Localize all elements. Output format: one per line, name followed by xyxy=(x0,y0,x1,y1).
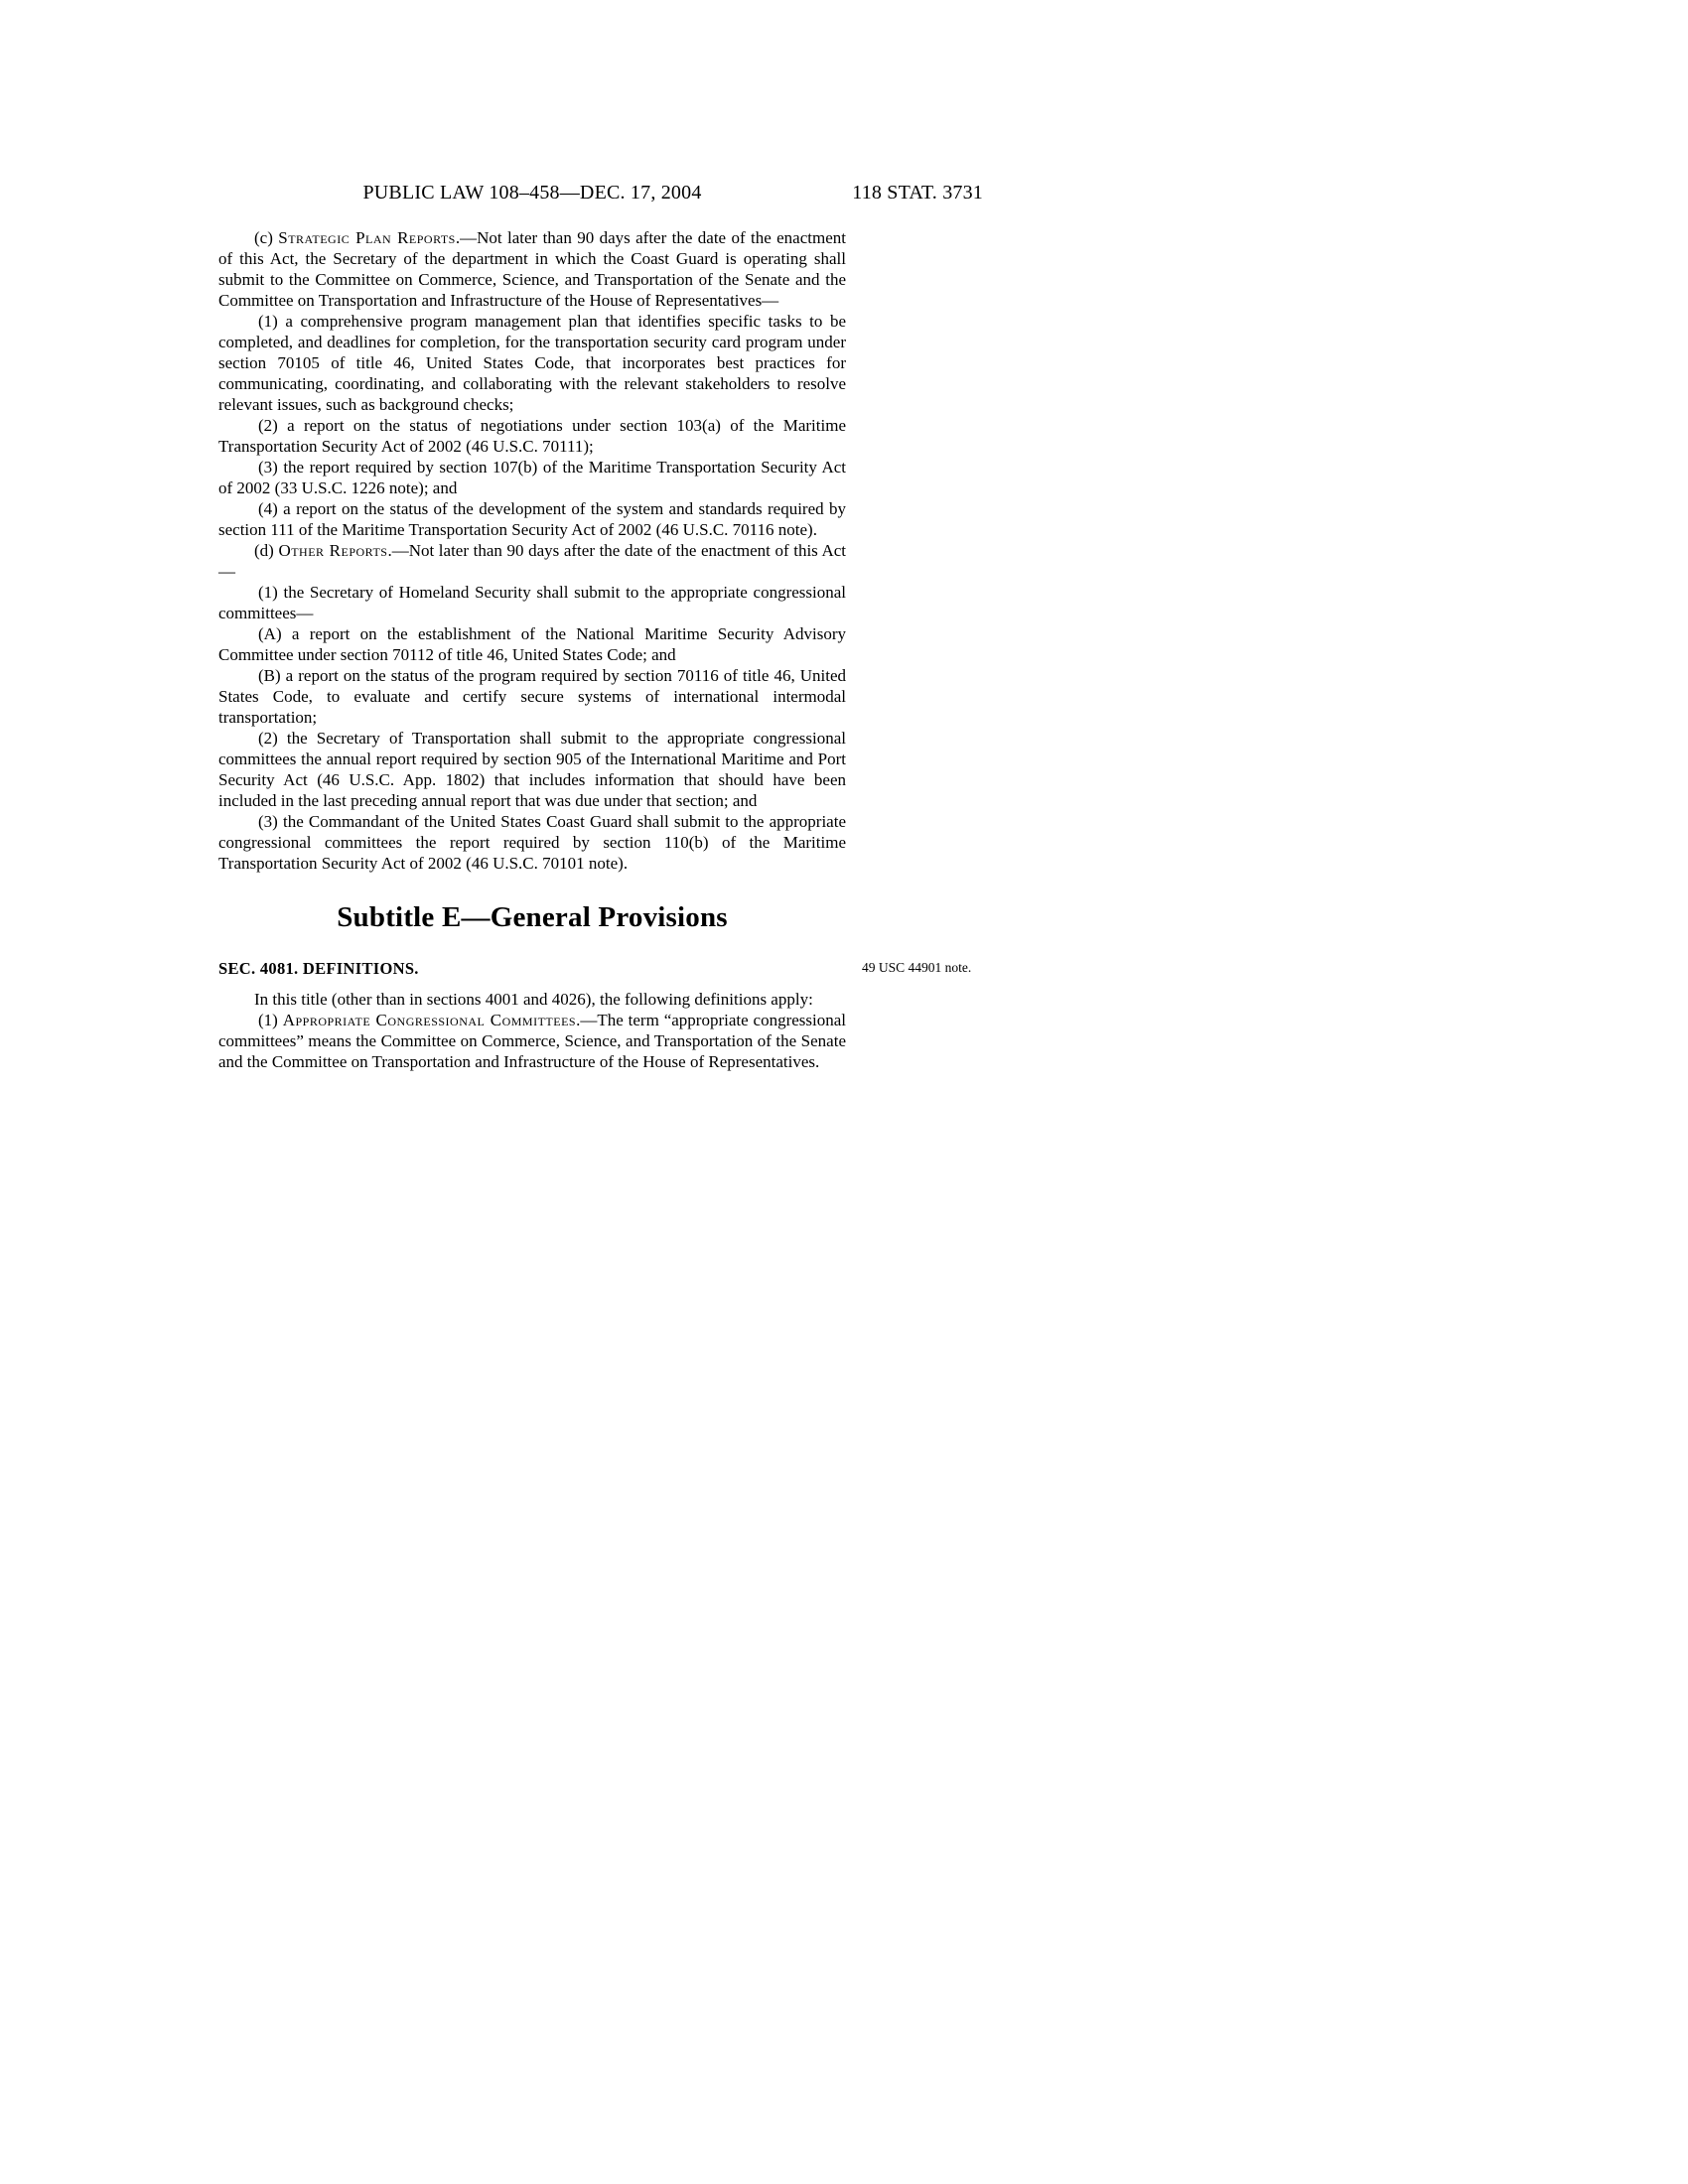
text-run: (A) a report on the establishment of the National Maritime Security Advisory Committee under section 70112 of title 46, United States Code; and xyxy=(218,624,846,664)
text-run: (1) a comprehensive program management plan that identifies specific tasks to be completed, and deadlines for completion, for the transportation security card program under section 70105 of title 46, United States Code, that incorporates best practices for communicating, coordinating, and collaborating with the relevant stakeholders to resolve relevant issues, such as background checks; xyxy=(218,312,846,414)
statute-paragraph xyxy=(218,623,846,665)
statute-paragraph xyxy=(218,415,846,457)
statute-body xyxy=(218,227,972,1072)
text-run: (1) xyxy=(258,1011,283,1029)
section-heading xyxy=(218,959,419,978)
text-run: (d) xyxy=(254,541,279,560)
statute-paragraph xyxy=(218,498,846,540)
text-run: (1) the Secretary of Homeland Security shall submit to the appropriate congressional committees— xyxy=(218,583,846,622)
text-run: (2) a report on the status of negotiations under section 103(a) of the Maritime Transportation Security Act of 2002 (46 U.S.C. 70111); xyxy=(218,416,846,456)
text-run: (3) the Commandant of the United States Coast Guard shall submit to the appropriate congressional committees the report required by section 110(b) of the Maritime Transportation Security Act of 2002 (46 U.S.C. 70101 note). xyxy=(218,812,846,873)
text-run: In this title (other than in sections 4001 and 4026), the following definitions apply: xyxy=(254,990,813,1009)
text-run: .—Not later than 90 days after the date of the enactment of this Act— xyxy=(218,541,847,581)
statute-paragraph xyxy=(218,582,846,623)
statute-paragraph xyxy=(218,665,846,728)
text-run: .—Not later than 90 days after the date of the enactment of this Act, the Secretary of the department in which the Coast Guard is operating shall submit to the Committee on Commerce, Science, and Transportation of the Senate and the Committee on Transportation and Infrastructure of the House of Representatives— xyxy=(218,228,846,310)
statute-paragraph xyxy=(218,989,846,1010)
running-head-stat-page: 118 STAT. 3731 xyxy=(852,182,983,204)
section-heading-row xyxy=(218,958,972,979)
small-caps-term: Other Reports xyxy=(278,541,388,560)
statute-paragraph xyxy=(218,457,846,498)
small-caps-term: Strategic Plan Reports xyxy=(278,228,456,247)
text-run: SEC. 4081. DEFINITIONS. xyxy=(218,959,419,978)
subtitle-heading xyxy=(218,901,846,933)
text-run: (4) a report on the status of the development of the system and standards required by section 111 of the Maritime Transportation Security Act of 2002 (46 U.S.C. 70116 note). xyxy=(218,499,846,539)
text-run: (3) the report required by section 107(b) of the Maritime Transportation Security Act of 2002 (33 U.S.C. 1226 note); and xyxy=(218,458,846,497)
page-header xyxy=(218,182,983,209)
text-run: Subtitle E—General Provisions xyxy=(337,901,728,933)
margin-note: 49 USC 44901 note. xyxy=(862,960,972,975)
running-head-law-title: PUBLIC LAW 108–458—DEC. 17, 2004 xyxy=(362,182,702,204)
text-run: (2) the Secretary of Transportation shall submit to the appropriate congressional committees the annual report required by section 905 of the International Maritime and Port Security Act (46 U.S.C. App. 1802) that includes information that should have been included in the last preceding annual report that was due under that section; and xyxy=(218,729,846,810)
text-run: (c) xyxy=(254,228,279,247)
statute-paragraph xyxy=(218,1010,846,1072)
statute-paragraph xyxy=(218,811,846,874)
small-caps-term: Appropriate Congressional Committees xyxy=(282,1011,577,1029)
text-run: .—The term “appropriate congressional committees” means the Committee on Commerce, Science, and Transportation of the Senate and the Committee on Transportation and Infrastructure of the House of Representatives. xyxy=(218,1011,846,1071)
text-run: (B) a report on the status of the program required by section 70116 of title 46, United States Code, to evaluate and certify secure systems of international intermodal transportation; xyxy=(218,666,846,727)
statute-paragraph xyxy=(218,227,846,311)
statute-paragraph xyxy=(218,311,846,415)
statute-paragraph xyxy=(218,728,846,811)
statute-paragraph xyxy=(218,540,846,582)
